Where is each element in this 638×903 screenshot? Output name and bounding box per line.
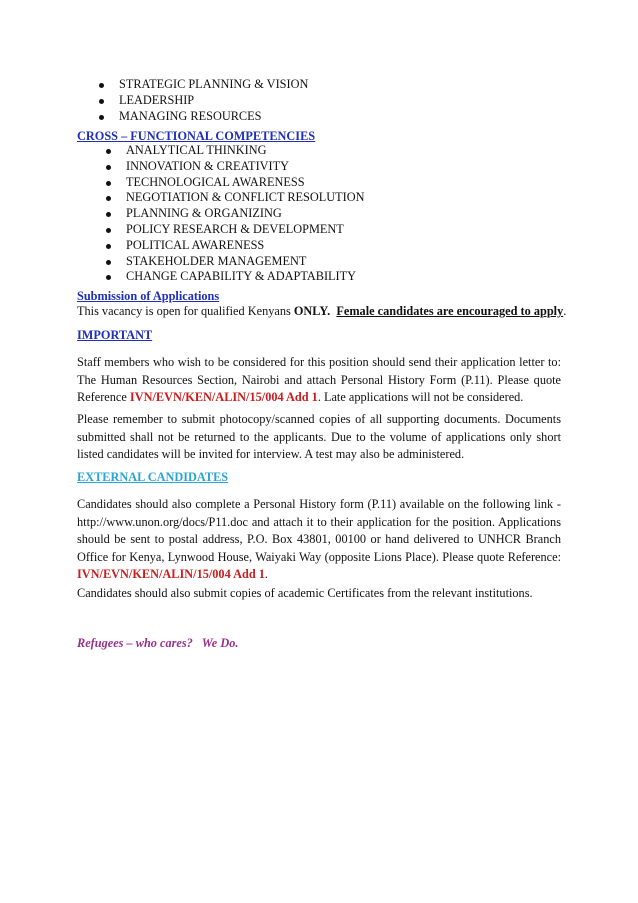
- bullet-icon: [106, 275, 111, 280]
- reference-code: IVN/EVN/KEN/ALIN/15/004 Add 1: [77, 567, 265, 582]
- reference-code: IVN/EVN/KEN/ALIN/15/004 Add 1: [129, 390, 318, 404]
- external-paragraph-1: Candidates should also complete a Personal History form (P.11) available on the following link - http://www.unon.org/docs/P11.doc and attach it to their application for the position. Applications should be sent to postal address, P.O. Box 43801, 00100 or hand delivered to UNHCR Branch Office for Kenya, Lynwood House, Waiyaki Way (opposite Lions Place). Please quote Reference: IVN/EVN/KEN/ALIN/15/004 Add 1.: [77, 497, 561, 582]
- bullet-icon: [99, 83, 104, 88]
- submission-heading: Submission of Applications: [77, 289, 220, 303]
- external-paragraph-2: Candidates should also submit copies of academic Certificates from the relevant institutions.: [77, 586, 533, 600]
- list-item: STRATEGIC PLANNING & VISION: [119, 77, 308, 93]
- list-item: TECHNOLOGICAL AWARENESS: [126, 175, 365, 191]
- bullet-icon: [106, 228, 111, 233]
- footer-tagline: Refugees – who cares? We Do.: [77, 636, 239, 650]
- important-paragraph-1: Staff members who wish to be considered for this position should send their application letter to: The Human Resources Section, Nairobi and attach Personal History Form (P.11). Please quote Reference IVN/EVN/KEN/ALIN/15/004 Add 1. Late applications will not be considered.: [77, 355, 561, 404]
- cross-functional-heading: CROSS – FUNCTIONAL COMPETENCIES: [77, 129, 316, 143]
- list-item: CHANGE CAPABILITY & ADAPTABILITY: [126, 269, 365, 285]
- bullet-icon: [106, 165, 111, 170]
- important-heading: IMPORTANT: [77, 328, 153, 342]
- list-item: POLITICAL AWARENESS: [126, 238, 365, 254]
- important-paragraph-2: Please remember to submit photocopy/scanned copies of all supporting documents. Documents submitted shall not be returned to the applicants. Due to the volume of applications only short listed candidates will be invited for interview. A test may also be administered.: [77, 412, 561, 461]
- cross-competencies-list: [126, 143, 365, 285]
- list-item: NEGOTIATION & CONFLICT RESOLUTION: [126, 190, 365, 206]
- bullet-icon: [99, 115, 104, 120]
- list-item: INNOVATION & CREATIVITY: [126, 159, 365, 175]
- bullet-icon: [106, 260, 111, 265]
- list-item: MANAGING RESOURCES: [119, 109, 308, 125]
- list-item: POLICY RESEARCH & DEVELOPMENT: [126, 222, 365, 238]
- submission-text: This vacancy is open for qualified Kenyans ONLY. Female candidates are encouraged to apply.: [77, 304, 567, 318]
- list-item: LEADERSHIP: [119, 93, 308, 109]
- core-competencies-list: [119, 77, 308, 124]
- list-item: ANALYTICAL THINKING: [126, 143, 365, 159]
- bullet-icon: [106, 181, 111, 186]
- list-item: STAKEHOLDER MANAGEMENT: [126, 254, 365, 270]
- bullet-icon: [106, 244, 111, 249]
- external-candidates-heading: EXTERNAL CANDIDATES: [77, 470, 229, 484]
- bullet-icon: [99, 99, 104, 104]
- bullet-icon: [106, 149, 111, 154]
- bullet-icon: [106, 212, 111, 217]
- bullet-icon: [106, 196, 111, 201]
- list-item: PLANNING & ORGANIZING: [126, 206, 365, 222]
